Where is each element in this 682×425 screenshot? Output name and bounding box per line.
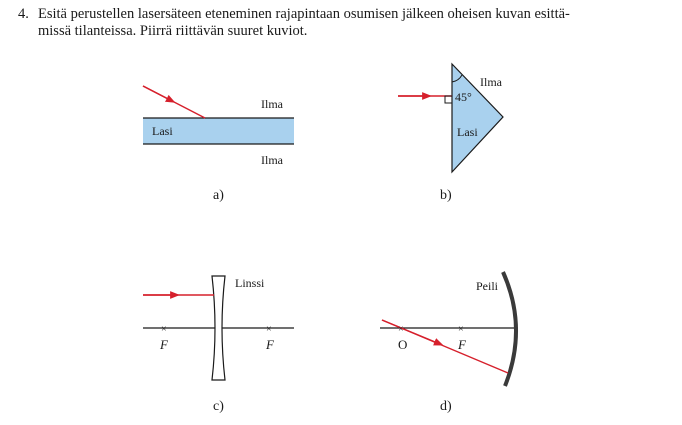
label-glass: Lasi bbox=[152, 124, 173, 138]
label-air-top: Ilma bbox=[261, 97, 283, 111]
focus-right-mark: × bbox=[266, 324, 272, 335]
concave-mirror bbox=[503, 272, 516, 386]
label-lens: Linssi bbox=[235, 276, 265, 290]
laser-ray-arrow bbox=[143, 86, 172, 101]
caption-b: b) bbox=[440, 188, 452, 203]
caption-d: d) bbox=[440, 399, 452, 414]
figure-b bbox=[398, 64, 503, 203]
label-air-bottom: Ilma bbox=[261, 153, 283, 167]
figure-d bbox=[380, 272, 518, 414]
question-line-1: Esitä perustellen lasersäteen eteneminen rajapintaan osumisen jälkeen oheisen kuvan esittä- bbox=[38, 6, 570, 22]
laser-ray-arrow bbox=[382, 320, 440, 344]
label-focus: F bbox=[458, 337, 466, 352]
label-glass: Lasi bbox=[457, 125, 478, 139]
figure-c bbox=[143, 276, 294, 414]
question-number: 4. bbox=[18, 6, 29, 22]
question-line-2: missä tilanteissa. Piirrä riittävän suuret kuviot. bbox=[38, 23, 308, 39]
focus-left-mark: × bbox=[161, 324, 167, 335]
caption-c: c) bbox=[213, 399, 224, 414]
caption-a: a) bbox=[213, 188, 224, 203]
right-angle-mark bbox=[445, 96, 452, 103]
label-center: O bbox=[398, 337, 408, 352]
label-focus-right: F bbox=[266, 337, 274, 352]
label-mirror: Peili bbox=[476, 279, 499, 293]
center-mark: × bbox=[398, 324, 404, 335]
label-focus-left: F bbox=[160, 337, 168, 352]
label-angle: 45° bbox=[455, 90, 472, 104]
figure-a bbox=[143, 86, 294, 203]
label-air: Ilma bbox=[480, 75, 502, 89]
focus-mark: × bbox=[458, 324, 464, 335]
